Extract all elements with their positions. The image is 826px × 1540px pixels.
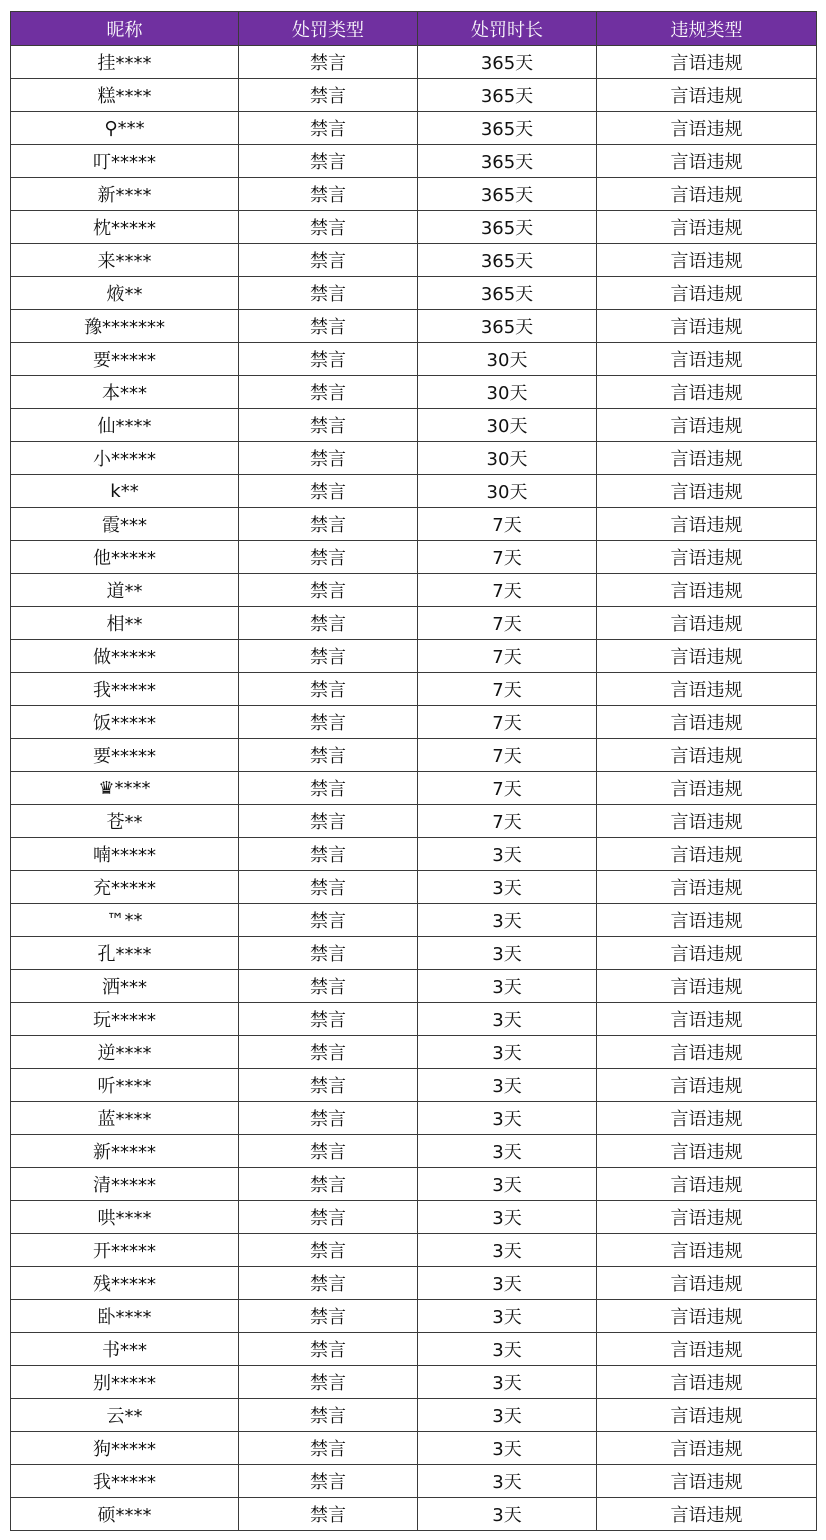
violation-type-cell: 言语违规 (597, 79, 817, 112)
penalty-type-cell: 禁言 (239, 1102, 418, 1135)
nickname-cell: 硕**** (11, 1498, 239, 1531)
table-row (11, 508, 817, 541)
nickname-cell: 我***** (11, 1465, 239, 1498)
nickname-cell: 糕**** (11, 79, 239, 112)
penalty-duration-cell: 7天 (418, 541, 597, 574)
nickname-cell: 书*** (11, 1333, 239, 1366)
penalty-duration-cell: 30天 (418, 475, 597, 508)
penalty-duration-cell: 30天 (418, 442, 597, 475)
nickname-cell: 玩***** (11, 1003, 239, 1036)
penalty-type-cell: 禁言 (239, 739, 418, 772)
penalty-type-cell: 禁言 (239, 1168, 418, 1201)
penalty-duration-cell: 3天 (418, 1267, 597, 1300)
penalty-duration-cell: 7天 (418, 772, 597, 805)
penalty-duration-cell: 365天 (418, 178, 597, 211)
nickname-cell: 听**** (11, 1069, 239, 1102)
table-row (11, 937, 817, 970)
violation-type-cell: 言语违规 (597, 838, 817, 871)
penalty-duration-cell: 3天 (418, 1102, 597, 1135)
table-row (11, 1498, 817, 1531)
nickname-cell: 来**** (11, 244, 239, 277)
table-row (11, 1267, 817, 1300)
table-row (11, 607, 817, 640)
violation-type-cell: 言语违规 (597, 706, 817, 739)
violation-type-cell: 言语违规 (597, 1399, 817, 1432)
table-header-row (11, 12, 817, 46)
penalty-duration-cell: 3天 (418, 1168, 597, 1201)
penalty-type-cell: 禁言 (239, 1069, 418, 1102)
nickname-cell: k** (11, 475, 239, 508)
violation-type-cell: 言语违规 (597, 739, 817, 772)
violation-type-cell: 言语违规 (597, 871, 817, 904)
nickname-cell: 要***** (11, 739, 239, 772)
penalty-type-cell: 禁言 (239, 1498, 418, 1531)
nickname-cell: 枕***** (11, 211, 239, 244)
nickname-cell: 充***** (11, 871, 239, 904)
table-row (11, 277, 817, 310)
table-row (11, 805, 817, 838)
violation-type-cell: 言语违规 (597, 475, 817, 508)
table-row (11, 970, 817, 1003)
violation-type-cell: 言语违规 (597, 1069, 817, 1102)
violation-type-cell: 言语违规 (597, 1366, 817, 1399)
penalty-type-cell: 禁言 (239, 640, 418, 673)
penalty-type-cell: 禁言 (239, 673, 418, 706)
header-penalty-type: 处罚类型 (239, 12, 418, 46)
penalty-type-cell: 禁言 (239, 904, 418, 937)
penalty-duration-cell: 3天 (418, 871, 597, 904)
violation-type-cell: 言语违规 (597, 937, 817, 970)
table-row (11, 1135, 817, 1168)
violation-type-cell: 言语违规 (597, 277, 817, 310)
table-row (11, 79, 817, 112)
table-row (11, 640, 817, 673)
nickname-cell: 道** (11, 574, 239, 607)
penalty-duration-cell: 30天 (418, 343, 597, 376)
penalty-type-cell: 禁言 (239, 178, 418, 211)
penalty-duration-cell: 365天 (418, 244, 597, 277)
table-row (11, 541, 817, 574)
header-nickname: 昵称 (11, 12, 239, 46)
penalty-duration-cell: 365天 (418, 79, 597, 112)
table-row (11, 772, 817, 805)
penalty-duration-cell: 3天 (418, 1036, 597, 1069)
penalty-type-cell: 禁言 (239, 1465, 418, 1498)
violation-type-cell: 言语违规 (597, 46, 817, 79)
penalty-type-cell: 禁言 (239, 277, 418, 310)
violation-type-cell: 言语违规 (597, 640, 817, 673)
nickname-cell: 霞*** (11, 508, 239, 541)
nickname-cell: 孔**** (11, 937, 239, 970)
table-row (11, 1069, 817, 1102)
table-body (11, 46, 817, 1531)
penalty-duration-cell: 7天 (418, 805, 597, 838)
table-row (11, 1168, 817, 1201)
penalty-type-cell: 禁言 (239, 838, 418, 871)
penalty-duration-cell: 365天 (418, 112, 597, 145)
table-row (11, 904, 817, 937)
penalty-duration-cell: 3天 (418, 1465, 597, 1498)
penalty-type-cell: 禁言 (239, 805, 418, 838)
table-row (11, 1465, 817, 1498)
penalty-duration-cell: 7天 (418, 508, 597, 541)
penalty-type-cell: 禁言 (239, 706, 418, 739)
nickname-cell: 喃***** (11, 838, 239, 871)
penalty-type-cell: 禁言 (239, 1333, 418, 1366)
penalty-duration-cell: 7天 (418, 706, 597, 739)
nickname-cell: 逆**** (11, 1036, 239, 1069)
violation-type-cell: 言语违规 (597, 1432, 817, 1465)
violation-type-cell: 言语违规 (597, 1267, 817, 1300)
header-violation-type: 违规类型 (597, 12, 817, 46)
penalty-duration-cell: 3天 (418, 1135, 597, 1168)
penalty-duration-cell: 3天 (418, 1300, 597, 1333)
penalty-type-cell: 禁言 (239, 1234, 418, 1267)
table-row (11, 1201, 817, 1234)
violation-type-cell: 言语违规 (597, 508, 817, 541)
violation-type-cell: 言语违规 (597, 145, 817, 178)
violation-type-cell: 言语违规 (597, 1465, 817, 1498)
nickname-cell: 我***** (11, 673, 239, 706)
violation-type-cell: 言语违规 (597, 574, 817, 607)
nickname-cell: ♛**** (11, 772, 239, 805)
violation-type-cell: 言语违规 (597, 673, 817, 706)
violation-type-cell: 言语违规 (597, 211, 817, 244)
penalty-duration-cell: 7天 (418, 574, 597, 607)
nickname-cell: 云** (11, 1399, 239, 1432)
penalty-type-cell: 禁言 (239, 1036, 418, 1069)
nickname-cell: 本*** (11, 376, 239, 409)
table-row (11, 1234, 817, 1267)
penalty-type-cell: 禁言 (239, 409, 418, 442)
table-row (11, 1300, 817, 1333)
violation-type-cell: 言语违规 (597, 310, 817, 343)
nickname-cell: 小***** (11, 442, 239, 475)
violation-type-cell: 言语违规 (597, 1102, 817, 1135)
violation-type-cell: 言语违规 (597, 442, 817, 475)
penalty-type-cell: 禁言 (239, 1003, 418, 1036)
penalty-duration-cell: 3天 (418, 1399, 597, 1432)
penalty-duration-cell: 30天 (418, 376, 597, 409)
table-row (11, 574, 817, 607)
nickname-cell: 开***** (11, 1234, 239, 1267)
penalty-duration-cell: 3天 (418, 970, 597, 1003)
violation-type-cell: 言语违规 (597, 541, 817, 574)
nickname-cell: 狗***** (11, 1432, 239, 1465)
penalty-duration-cell: 365天 (418, 277, 597, 310)
violation-type-cell: 言语违规 (597, 112, 817, 145)
violation-type-cell: 言语违规 (597, 970, 817, 1003)
table-row (11, 1399, 817, 1432)
penalty-type-cell: 禁言 (239, 871, 418, 904)
penalty-type-cell: 禁言 (239, 343, 418, 376)
table-row (11, 112, 817, 145)
table-row (11, 1003, 817, 1036)
penalty-type-cell: 禁言 (239, 1267, 418, 1300)
nickname-cell: 哄**** (11, 1201, 239, 1234)
violation-type-cell: 言语违规 (597, 343, 817, 376)
penalty-type-cell: 禁言 (239, 607, 418, 640)
violation-type-cell: 言语违规 (597, 904, 817, 937)
penalty-type-cell: 禁言 (239, 1201, 418, 1234)
nickname-cell: 焲** (11, 277, 239, 310)
penalty-type-cell: 禁言 (239, 79, 418, 112)
penalty-duration-cell: 7天 (418, 607, 597, 640)
table-row (11, 1366, 817, 1399)
violation-type-cell: 言语违规 (597, 1234, 817, 1267)
nickname-cell: 蓝**** (11, 1102, 239, 1135)
nickname-cell: 相** (11, 607, 239, 640)
table-row (11, 244, 817, 277)
penalty-type-cell: 禁言 (239, 145, 418, 178)
penalty-duration-cell: 7天 (418, 640, 597, 673)
penalty-type-cell: 禁言 (239, 1300, 418, 1333)
penalty-duration-cell: 30天 (418, 409, 597, 442)
violation-type-cell: 言语违规 (597, 178, 817, 211)
violation-type-cell: 言语违规 (597, 1333, 817, 1366)
violation-type-cell: 言语违规 (597, 1201, 817, 1234)
nickname-cell: 新***** (11, 1135, 239, 1168)
table-row (11, 442, 817, 475)
table-row (11, 838, 817, 871)
penalty-type-cell: 禁言 (239, 376, 418, 409)
penalty-type-cell: 禁言 (239, 211, 418, 244)
violation-type-cell: 言语违规 (597, 244, 817, 277)
penalty-type-cell: 禁言 (239, 508, 418, 541)
penalty-duration-cell: 3天 (418, 1201, 597, 1234)
nickname-cell: ⚲*** (11, 112, 239, 145)
penalty-type-cell: 禁言 (239, 46, 418, 79)
violation-type-cell: 言语违规 (597, 607, 817, 640)
table-row (11, 871, 817, 904)
penalty-type-cell: 禁言 (239, 244, 418, 277)
table-row (11, 310, 817, 343)
violation-type-cell: 言语违规 (597, 1036, 817, 1069)
nickname-cell: 豫******* (11, 310, 239, 343)
violation-type-cell: 言语违规 (597, 409, 817, 442)
penalty-type-cell: 禁言 (239, 541, 418, 574)
table-row (11, 211, 817, 244)
violation-type-cell: 言语违规 (597, 1300, 817, 1333)
penalty-duration-cell: 3天 (418, 904, 597, 937)
table-row (11, 343, 817, 376)
table-row (11, 409, 817, 442)
table-row (11, 1333, 817, 1366)
penalty-type-cell: 禁言 (239, 1135, 418, 1168)
penalty-duration-cell: 3天 (418, 1432, 597, 1465)
nickname-cell: 要***** (11, 343, 239, 376)
penalty-type-cell: 禁言 (239, 1399, 418, 1432)
nickname-cell: 挂**** (11, 46, 239, 79)
penalty-duration-cell: 3天 (418, 1234, 597, 1267)
penalty-duration-cell: 365天 (418, 145, 597, 178)
penalty-duration-cell: 3天 (418, 1003, 597, 1036)
table-row (11, 673, 817, 706)
nickname-cell: 残***** (11, 1267, 239, 1300)
penalty-type-cell: 禁言 (239, 112, 418, 145)
penalty-duration-cell: 365天 (418, 46, 597, 79)
penalty-duration-cell: 3天 (418, 1498, 597, 1531)
table-row (11, 1432, 817, 1465)
violation-type-cell: 言语违规 (597, 1168, 817, 1201)
violation-type-cell: 言语违规 (597, 772, 817, 805)
nickname-cell: 仙**** (11, 409, 239, 442)
nickname-cell: 苍** (11, 805, 239, 838)
table-row (11, 376, 817, 409)
table-row (11, 1036, 817, 1069)
penalty-duration-cell: 365天 (418, 310, 597, 343)
penalty-duration-cell: 7天 (418, 673, 597, 706)
penalty-table (10, 11, 817, 1531)
penalty-duration-cell: 3天 (418, 1366, 597, 1399)
penalty-type-cell: 禁言 (239, 475, 418, 508)
violation-type-cell: 言语违规 (597, 1498, 817, 1531)
table-row (11, 739, 817, 772)
nickname-cell: ™** (11, 904, 239, 937)
table-row (11, 475, 817, 508)
penalty-duration-cell: 365天 (418, 211, 597, 244)
penalty-duration-cell: 7天 (418, 739, 597, 772)
nickname-cell: 别***** (11, 1366, 239, 1399)
penalty-type-cell: 禁言 (239, 310, 418, 343)
nickname-cell: 新**** (11, 178, 239, 211)
violation-type-cell: 言语违规 (597, 805, 817, 838)
nickname-cell: 饭***** (11, 706, 239, 739)
penalty-type-cell: 禁言 (239, 574, 418, 607)
penalty-type-cell: 禁言 (239, 772, 418, 805)
penalty-type-cell: 禁言 (239, 970, 418, 1003)
penalty-duration-cell: 3天 (418, 1069, 597, 1102)
nickname-cell: 洒*** (11, 970, 239, 1003)
nickname-cell: 清***** (11, 1168, 239, 1201)
penalty-type-cell: 禁言 (239, 1432, 418, 1465)
table-row (11, 145, 817, 178)
violation-type-cell: 言语违规 (597, 1003, 817, 1036)
violation-type-cell: 言语违规 (597, 1135, 817, 1168)
nickname-cell: 叮***** (11, 145, 239, 178)
header-penalty-duration: 处罚时长 (418, 12, 597, 46)
violation-type-cell: 言语违规 (597, 376, 817, 409)
penalty-duration-cell: 3天 (418, 937, 597, 970)
penalty-duration-cell: 3天 (418, 1333, 597, 1366)
table-row (11, 1102, 817, 1135)
penalty-type-cell: 禁言 (239, 442, 418, 475)
nickname-cell: 卧**** (11, 1300, 239, 1333)
table-row (11, 706, 817, 739)
table-row (11, 178, 817, 211)
penalty-type-cell: 禁言 (239, 937, 418, 970)
penalty-type-cell: 禁言 (239, 1366, 418, 1399)
table-row (11, 46, 817, 79)
nickname-cell: 做***** (11, 640, 239, 673)
penalty-duration-cell: 3天 (418, 838, 597, 871)
nickname-cell: 他***** (11, 541, 239, 574)
